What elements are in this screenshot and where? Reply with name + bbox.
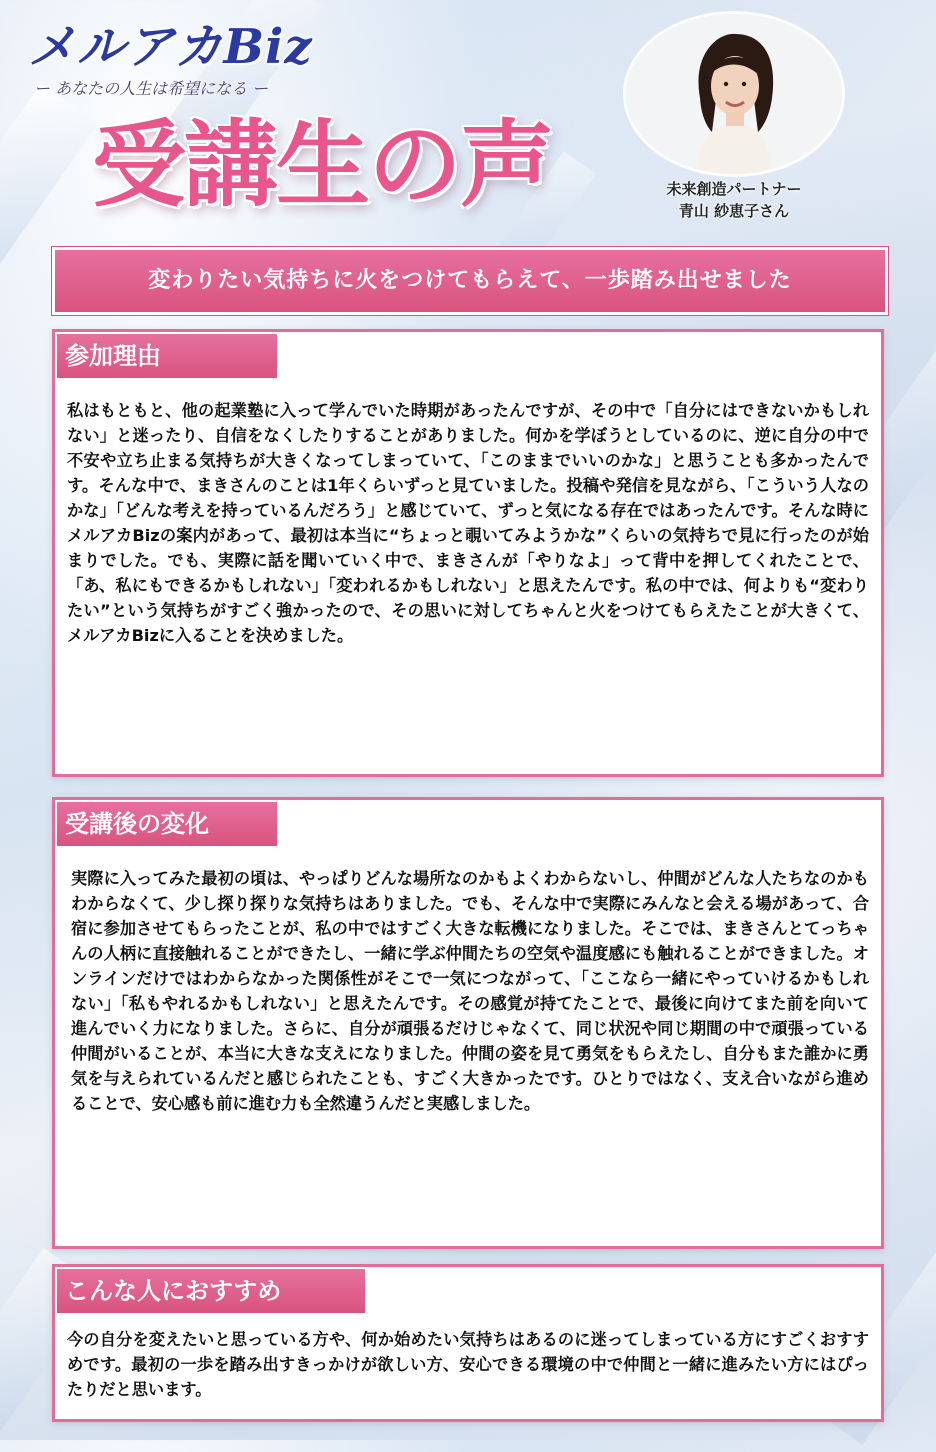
section-card-recommend (52, 1264, 884, 1422)
section-body: 今の自分を変えたいと思っている方や、何か始めたい気持ちはあるのに迷ってしまっている方にすごくおすすめです。最初の一歩を踏み出すきっかけが欲しい方、安心できる環境の中で仲間と一緒に進みたい方にはぴったりだと思います。 (67, 1330, 869, 1399)
section-label: 参加理由 (57, 334, 277, 378)
section-card-reason (52, 329, 884, 777)
brand-logo (28, 18, 313, 99)
section-label: こんな人におすすめ (57, 1269, 365, 1313)
page-title: 受講生の声 (92, 110, 553, 220)
person-caption (626, 178, 842, 222)
person-photo-illustration (626, 14, 842, 174)
logo-tagline: ー あなたの人生は希望になる ー (34, 79, 269, 98)
person-photo (626, 14, 842, 174)
section-body: 私はもともと、他の起業塾に入って学んでいた時期があったんですが、その中で「自分にはできないかもしれない」と迷ったり、自信をなくしたりすることがありました。何かを学ぼうとしているのに、逆に自分の中で不安や立ち止まる気持ちが大きくなってしまっていて、「このままでいいのかな」と思うことも多かったんです。そんな中で、まきさんのことは1年くらいずっと見ていました。投稿や発信を見ながら、「こういう人なのかな」「どんな考えを持っているんだろう」と感じていて、ずっと気になる存在ではあったんです。そんな時にメルアカBizの案内があって、最初は本当に“ちょっと覗いてみようかな”くらいの気持ちで見に行ったのが始まりでした。でも、実際に話を聞いていく中で、まきさんが「やりなよ」って背中を押してくれたことで、「あ、私にもできるかもしれない」「変われるかもしれない」と思えたんです。私の中では、何よりも“変わりたい”という気持ちがすごく強かったので、その思いに対してちゃんと火をつけてもらえたことが大きくて、メルアカBizに入ることを決めました。 (67, 401, 869, 645)
person-role: 未来創造パートナー (666, 180, 802, 198)
headline-banner: 変わりたい気持ちに火をつけてもらえて、一歩踏み出せました (52, 247, 888, 315)
person-name: 青山 紗恵子さん (678, 202, 790, 220)
section-label: 受講後の変化 (57, 802, 277, 846)
logo-text: メルアカBiz (28, 19, 313, 75)
section-body: 実際に入ってみた最初の頃は、やっぱりどんな場所なのかもよくわからないし、仲間がどんな人たちなのかもわからなくて、少し探り探りな気持ちはありました。でも、そんな中で実際にみんなと会える場があって、合宿に参加させてもらったことが、私の中ではすごく大きな転機になりました。そこでは、まきさんとてっちゃんの人柄に直接触れることができたし、一緒に学ぶ仲間たちの空気や温度感にも触れることができました。オンラインだけではわからなかった関係性がそこで一気につながって、「ここなら一緒にやっていけるかもしれない」「私もやれるかもしれない」と思えたんです。その感覚が持てたことで、最後に向けてまた前を向いて進んでいく力になりました。さらに、自分が頑張るだけじゃなくて、同じ状況や同じ期間の中で頑張っている仲間がいることが、本当に大きな支えになりました。仲間の姿を見て勇気をもらえたし、自分もまた誰かに勇気を与えられているんだと感じられたことも、すごく大きかったです。ひとりではなく、支え合いながら進めることで、安心感も前に進む力も全然違うんだと実感しました。 (71, 869, 869, 1113)
section-card-change (52, 797, 884, 1249)
